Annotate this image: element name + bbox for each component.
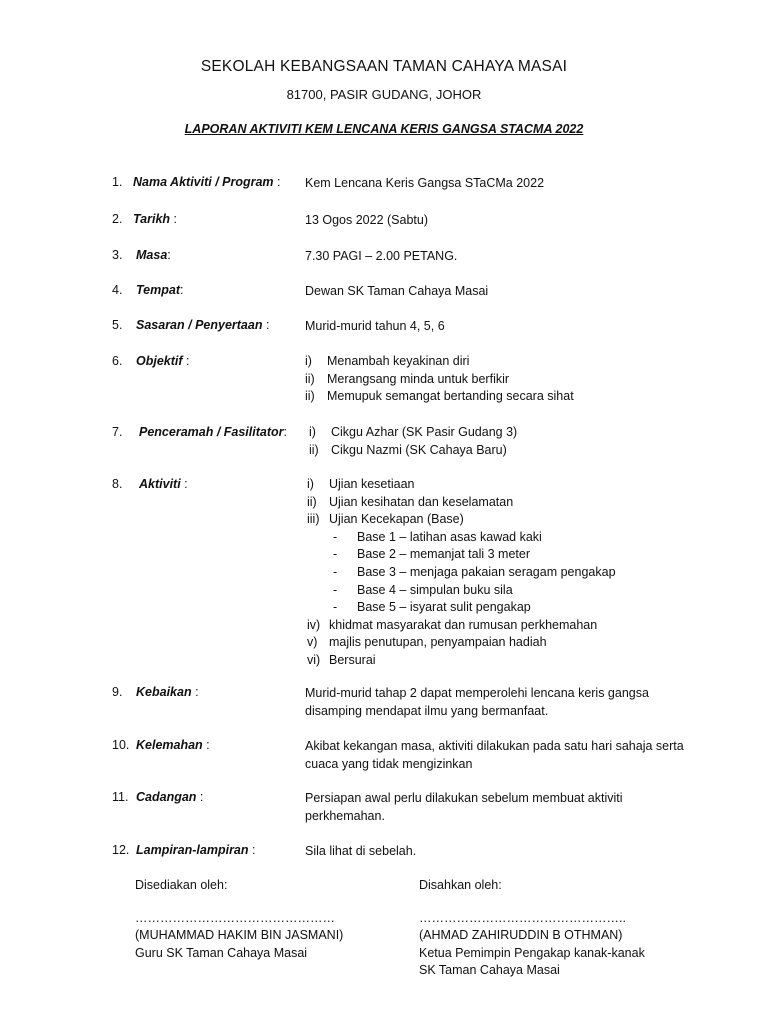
item-number: 6.	[112, 354, 123, 368]
item-list-entry	[309, 443, 507, 457]
list-marker: -	[333, 565, 338, 579]
signature-title: Disediakan oleh:	[135, 878, 228, 892]
item-label-colon: :	[262, 318, 270, 332]
item-label-colon: :	[170, 212, 178, 226]
item-label-text: Kelemahan	[136, 738, 203, 752]
report-title: LAPORAN AKTIVITI KEM LENCANA KERIS GANGSA STACMA 2022	[184, 122, 584, 136]
item-value-line: Akibat kekangan masa, aktiviti dilakukan pada satu hari sahaja serta	[305, 739, 684, 753]
item-label	[136, 283, 183, 297]
list-marker: iii)	[307, 512, 320, 527]
item-number: 9.	[112, 685, 123, 699]
item-value-line: cuaca yang tidak mengizinkan	[305, 756, 473, 771]
signature-dots: …………………………………………..	[419, 910, 626, 925]
item-value	[305, 738, 725, 773]
item-label-text: Cadangan	[136, 790, 197, 804]
item-label	[136, 790, 203, 804]
item-label	[133, 212, 177, 226]
item-label-colon: :	[191, 685, 199, 699]
item-number: 4.	[112, 283, 123, 297]
list-text: Bersurai	[329, 653, 376, 667]
list-marker: -	[333, 582, 338, 597]
list-text: Cikgu Nazmi (SK Cahaya Baru)	[331, 442, 507, 457]
item-number: 3.	[112, 248, 123, 262]
list-text: khidmat masyarakat dan rumusan perkhemahan	[329, 617, 598, 632]
list-text: Memupuk semangat bertanding secara sihat	[327, 389, 574, 404]
list-marker: i)	[307, 477, 314, 491]
school-address: 81700, PASIR GUDANG, JOHOR	[286, 87, 482, 102]
list-marker: v)	[307, 635, 318, 650]
item-value: Sila lihat di sebelah.	[305, 844, 417, 858]
list-marker: i)	[305, 354, 312, 368]
item-list-entry	[333, 583, 513, 597]
list-marker: -	[333, 600, 338, 615]
signature-approved-by	[419, 877, 645, 980]
item-number: 1.	[112, 175, 123, 189]
signature-name: (MUHAMMAD HAKIM BIN JASMANI)	[135, 928, 344, 942]
item-number: 5.	[112, 318, 123, 332]
signature-position: Ketua Pemimpin Pengakap kanak-kanak	[419, 945, 645, 960]
item-list-entry	[333, 547, 530, 561]
item-label-colon: :	[180, 477, 188, 491]
item-label	[133, 175, 281, 189]
item-label-text: Sasaran / Penyertaan	[136, 318, 263, 332]
item-label-text: Aktiviti	[139, 477, 181, 491]
item-value-line: Persiapan awal perlu dilakukan sebelum membuat aktiviti	[305, 791, 623, 805]
item-number: 10.	[112, 738, 130, 752]
item-label	[136, 354, 190, 368]
item-label-text: Nama Aktiviti / Program	[133, 175, 274, 189]
list-text: Cikgu Azhar (SK Pasir Gudang 3)	[331, 425, 518, 439]
item-list-entry	[305, 389, 574, 403]
item-list-entry	[333, 530, 542, 544]
item-label-colon: :	[167, 248, 171, 262]
list-marker: -	[333, 529, 338, 544]
item-label	[136, 685, 199, 699]
list-marker: -	[333, 547, 338, 562]
list-marker: iv)	[307, 617, 321, 632]
list-text: Ujian Kecekapan (Base)	[329, 512, 464, 527]
item-label-text: Penceramah / Fasilitator	[139, 425, 284, 439]
item-label-text: Tempat	[136, 283, 180, 297]
item-label	[136, 248, 171, 262]
signature-position: Guru SK Taman Cahaya Masai	[135, 945, 308, 960]
signature-title: Disahkan oleh:	[419, 878, 502, 892]
item-value: 13 Ogos 2022 (Sabtu)	[305, 213, 428, 227]
signature-name: (AHMAD ZAHIRUDDIN B OTHMAN)	[419, 928, 623, 942]
item-label-text: Objektif	[136, 354, 183, 368]
list-text: Base 4 – simpulan buku sila	[357, 582, 513, 597]
item-label-colon: :	[180, 283, 184, 297]
item-list-entry	[305, 372, 509, 386]
item-number: 12.	[112, 843, 130, 857]
item-value: Murid-murid tahun 4, 5, 6	[305, 319, 445, 333]
item-label-colon: :	[196, 790, 204, 804]
item-number: 11.	[112, 790, 129, 804]
list-text: Base 2 – memanjat tali 3 meter	[357, 547, 530, 562]
item-value: Dewan SK Taman Cahaya Masai	[305, 284, 489, 298]
list-marker: ii)	[305, 389, 315, 404]
item-value-line: perkhemahan.	[305, 808, 385, 823]
item-list-entry	[309, 425, 517, 439]
item-label-text: Kebaikan	[136, 685, 192, 699]
signature-school: SK Taman Cahaya Masai	[419, 963, 560, 977]
list-marker: ii)	[307, 494, 317, 509]
item-value: 7.30 PAGI – 2.00 PETANG.	[305, 249, 458, 263]
item-label-text: Lampiran-lampiran	[136, 843, 249, 857]
item-label	[139, 425, 287, 439]
school-name: SEKOLAH KEBANGSAAN TAMAN CAHAYA MASAI	[200, 58, 568, 75]
item-value: Kem Lencana Keris Gangsa STaCMa 2022	[305, 176, 545, 190]
item-label	[136, 738, 210, 752]
signature-dots: …………………………………………	[135, 910, 335, 925]
item-label-colon: :	[202, 738, 210, 752]
item-list-entry	[305, 354, 469, 368]
list-text: Base 5 – isyarat sulit pengakap	[357, 600, 531, 615]
item-list-entry	[307, 618, 597, 632]
list-text: Ujian kesetiaan	[329, 477, 415, 491]
item-value	[305, 790, 725, 825]
list-text: Merangsang minda untuk berfikir	[327, 371, 510, 386]
list-marker: ii)	[305, 371, 315, 386]
list-marker: vi)	[307, 653, 321, 667]
item-list-entry	[333, 565, 616, 579]
item-list-entry	[307, 495, 513, 509]
item-list-entry	[333, 600, 531, 614]
signature-prepared-by	[135, 877, 343, 962]
item-list-entry	[307, 512, 464, 526]
item-label	[139, 477, 188, 491]
list-text: Ujian kesihatan dan keselamatan	[329, 494, 514, 509]
item-list-entry	[307, 477, 414, 491]
item-label-colon: :	[273, 175, 281, 189]
item-list-entry	[307, 635, 547, 649]
list-text: Menambah keyakinan diri	[327, 354, 470, 368]
item-label-colon: :	[182, 354, 190, 368]
item-label	[136, 843, 255, 857]
item-number: 2.	[112, 212, 123, 226]
item-list-entry	[307, 653, 376, 667]
list-text: majlis penutupan, penyampaian hadiah	[329, 635, 547, 650]
item-label-text: Masa	[136, 248, 168, 262]
item-number: 7.	[112, 425, 123, 439]
item-number: 8.	[112, 477, 123, 491]
item-label-colon: :	[283, 425, 287, 439]
list-text: Base 3 – menjaga pakaian seragam pengakap	[357, 565, 616, 579]
item-value	[305, 685, 725, 720]
item-label	[136, 318, 269, 332]
list-marker: i)	[309, 425, 316, 439]
item-value-line: disamping mendapat ilmu yang bermanfaat.	[305, 703, 549, 718]
list-marker: ii)	[309, 442, 319, 457]
item-label-colon: :	[248, 843, 256, 857]
item-label-text: Tarikh	[133, 212, 171, 226]
item-value-line: Murid-murid tahap 2 dapat memperolehi lencana keris gangsa	[305, 686, 649, 700]
list-text: Base 1 – latihan asas kawad kaki	[357, 529, 542, 544]
